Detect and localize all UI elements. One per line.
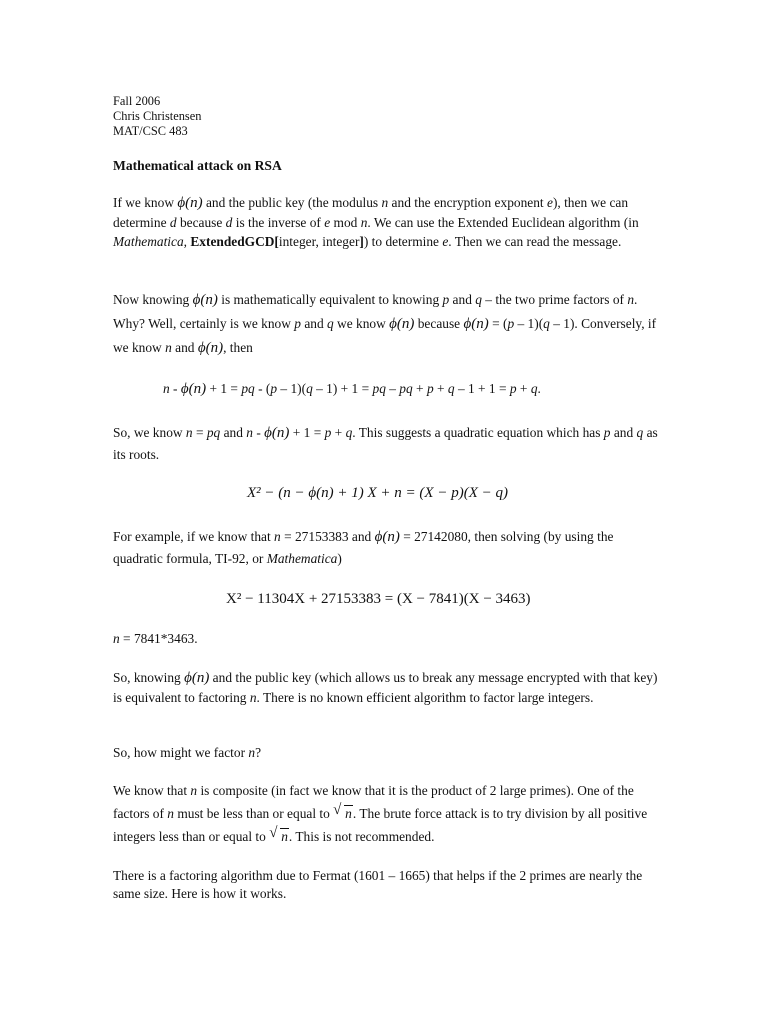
header-term: Fall 2006 bbox=[113, 94, 161, 108]
equation-quadratic-general: X² − (n − ϕ(n) + 1) X + n = (X − p)(X − q) bbox=[247, 485, 508, 501]
sqrt-n-symbol: √ n bbox=[333, 802, 352, 821]
paragraph-fermat: There is a factoring algorithm due to Fermat (1601 – 1665) that helps if the 2 primes are nearly the same size. Here is how it works. bbox=[113, 868, 643, 901]
paragraph-brute-force: We know that n is composite (in fact we know that it is the product of 2 large primes). One of the factors of n must be less than or equal to √ n. The brute force attack is to try division by all positive integers less than or equal to √ n. This is not recommended. bbox=[113, 779, 658, 848]
paragraph-equivalence: Now knowing ϕ(n) is mathematically equivalent to knowing p and q – the two prime factors of n. Why? Well, certainly is we know p and q we know ϕ(n) because ϕ(n) = (p – 1)(q – 1). Conversely, if we know n and ϕ(n), then bbox=[113, 292, 657, 356]
paragraph-equivalence-factoring: So, knowing ϕ(n) and the public key (which allows us to break any message encrypted with that key) is equivalent to factoring n. There is no known efficient algorithm to factor large integers. bbox=[113, 670, 658, 705]
paragraph-factorization-result: n = 7841*3463. bbox=[113, 631, 198, 646]
paragraph-question: So, how might we factor n? bbox=[113, 745, 262, 760]
page-title: Mathematical attack on RSA bbox=[113, 158, 282, 173]
equation-quadratic-example: X² − 11304X + 27153383 = (X − 7841)(X − 3463) bbox=[226, 591, 531, 607]
header-course: MAT/CSC 483 bbox=[113, 124, 188, 138]
paragraph-example: For example, if we know that n = 27153383 and ϕ(n) = 27142080, then solving (by using the quadratic formula, TI-92, or Mathematica) bbox=[113, 529, 614, 566]
header-author: Chris Christensen bbox=[113, 109, 202, 123]
equation-sum-derivation: n - ϕ(n) + 1 = pq - (p – 1)(q – 1) + 1 = pq – pq + p + q – 1 + 1 = p + q. bbox=[163, 381, 541, 397]
sqrt-n-symbol: √ n bbox=[269, 825, 288, 844]
paragraph-intro: If we know ϕ(n) and the public key (the modulus n and the encryption exponent e), then we can determine d because d is the inverse of e mod n. We can use the Extended Euclidean algorithm (in Mathematica, ExtendedGCD[integer, integer]) to determine e. Then we can read the message. bbox=[113, 195, 639, 249]
header-block bbox=[113, 94, 658, 139]
phi-n-symbol: ϕ(n) bbox=[177, 195, 203, 211]
paragraph-quadratic: So, we know n = pq and n - ϕ(n) + 1 = p + q. This suggests a quadratic equation which has p and q as its roots. bbox=[113, 425, 658, 462]
